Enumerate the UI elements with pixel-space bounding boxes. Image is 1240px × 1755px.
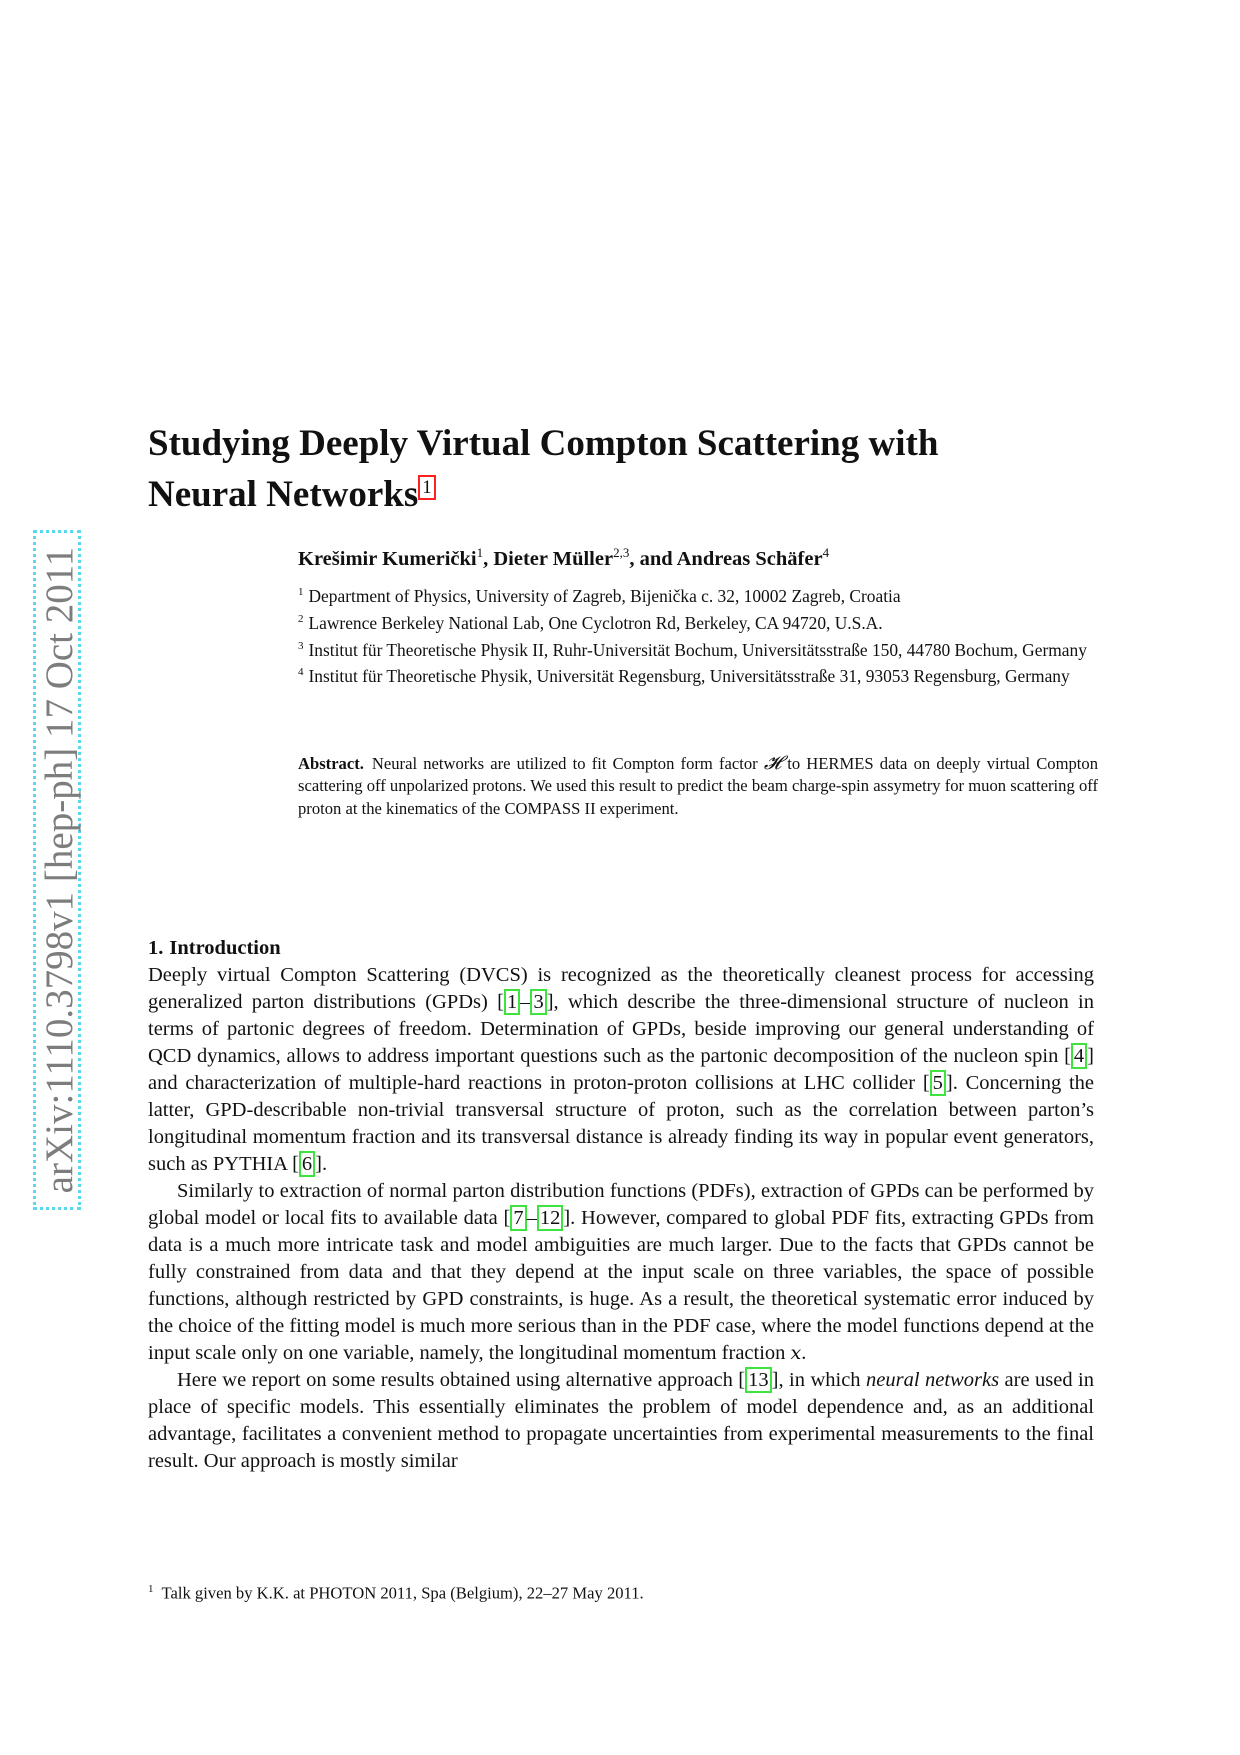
- author-separator: ,: [483, 547, 494, 570]
- author-separator: , and: [629, 547, 677, 570]
- citation-link[interactable]: 4: [1071, 1043, 1087, 1069]
- footnote-text: Talk given by K.K. at PHOTON 2011, Spa (Belgium), 22–27 May 2011.: [161, 1583, 644, 1603]
- title-footnote-link[interactable]: 1: [418, 475, 436, 500]
- paragraph-text: are used in place of specific models. This essentially eliminates the problem of model dependence and, as an additional advantage, facilitates a convenient method to propagate uncertainties from experimental measurements to the final result. Our approach is mostly similar: [148, 1369, 1094, 1472]
- affiliation-mark: 1: [298, 586, 304, 598]
- citation-link[interactable]: 7: [510, 1205, 526, 1231]
- author-affiliation-mark: 4: [822, 545, 830, 560]
- author-name: Dieter Müller: [493, 547, 614, 570]
- math-variable: x: [790, 1342, 802, 1364]
- title-line-1: Studying Deeply Virtual Compton Scattering with: [148, 423, 939, 464]
- title-line-2-text: Neural Networks: [148, 474, 419, 515]
- affiliation-item: [298, 581, 1128, 608]
- paragraph-text: and characterization of multiple-hard reactions in proton-proton collisions at LHC collider: [148, 1072, 923, 1094]
- footnote-mark: 1: [148, 1583, 154, 1595]
- abstract: [298, 752, 1098, 820]
- citation-link[interactable]: 3: [530, 989, 546, 1015]
- arxiv-identifier-stamp[interactable]: arXiv:1110.3798v1 [hep-ph] 17 Oct 2011: [33, 530, 81, 1210]
- citation-link[interactable]: 12: [537, 1205, 564, 1231]
- paragraph-text: .: [321, 1153, 328, 1175]
- affiliation-mark: 3: [298, 639, 304, 652]
- compton-form-factor-symbol: 𝓗: [763, 752, 782, 774]
- citation-range-dash: –: [526, 1207, 537, 1229]
- citation-link[interactable]: 1: [504, 989, 520, 1015]
- footnote: [148, 1578, 1094, 1605]
- affiliation-mark: 2: [298, 612, 304, 625]
- paper-title: [148, 418, 1108, 520]
- author-list: [298, 545, 1118, 571]
- paragraph-text: Deeply virtual Compton Scattering (DVCS) is recognized as the theoretically cleanest process for accessing generalized parton distributions (GPDs): [148, 964, 1094, 1013]
- affiliation-mark: 4: [298, 666, 304, 679]
- affiliation-text: Department of Physics, University of Zagreb, Bijenička c. 32, 10002 Zagreb, Croatia: [308, 585, 901, 606]
- emphasized-text: neural networks: [866, 1369, 1000, 1391]
- author-affiliation-mark: 2,3: [613, 545, 630, 560]
- paragraph: Similarly to extraction of normal parton distribution functions (PDFs), extraction of GPDs can be performed by global model or local fits to available data [ 7 – 12 ]. However, compared to global PDF fits, extracting GPDs from data is a much more intricate task and model ambiguities are much larger. Due to the facts that GPDs cannot be fully constrained from data and that they depend at the input scale on three variables, the space of possible functions, although restricted by GPD constraints, is huge. As a result, the theoretical systematic error induced by the choice of the fitting model is much more serious than in the PDF case, where the model functions depend at the input scale only on one variable, namely, the longitudinal momentum fraction x.: [148, 1180, 1094, 1364]
- section-heading: [148, 935, 281, 961]
- paragraph: Deeply virtual Compton Scattering (DVCS) is recognized as the theoretically cleanest process for accessing generalized parton distributions (GPDs) [ 1 – 3 ], which describe the three-dimensional structure of nucleon in terms of partonic degrees of freedom. Determination of GPDs, beside improving our general understanding of QCD dynamics, allows to address important questions such as the partonic decomposition of the nucleon spin [ 4 ] and characterization of multiple-hard reactions in proton-proton collisions at LHC collider [ 5 ]. Concerning the latter, GPD-describable non-trivial transversal structure of proton, such as the correlation between parton’s longitudinal momentum fraction and its transversal distance is already finding its way in popular event generators, such as PYTHIA [ 6 ].: [148, 964, 1094, 1175]
- citation-link[interactable]: 6: [299, 1151, 315, 1177]
- paragraph-text: . Concerning the latter, GPD-describable non-trivial transversal structure of proton, such as the correlation between parton’s longitudinal momentum fraction and its transversal distance is already finding its way in popular event generators, such as PYTHIA: [148, 1072, 1094, 1175]
- section-number: 1.: [148, 937, 164, 959]
- paragraph-text: .: [801, 1342, 807, 1364]
- paragraph-text: , in which: [778, 1369, 867, 1391]
- author-affiliation-mark: 1: [476, 545, 484, 560]
- abstract-label: Abstract.: [298, 754, 364, 773]
- section-title: Introduction: [169, 937, 281, 959]
- paragraph-text: . However, compared to global PDF fits, extracting GPDs from data is a much more intricate task and model ambiguities are much larger. Due to the facts that GPDs cannot be fully constrained from data and that they depend at the input scale on three variables, the space of possible functions, although restricted by GPD constraints, is huge. As a result, the theoretical systematic error induced by the choice of the fitting model is much more serious than in the PDF case, where the model functions depend at the input scale only on one variable, namely, the longitudinal momentum fraction: [148, 1207, 1094, 1364]
- paragraph: Here we report on some results obtained using alternative approach [ 13 ], in which neural networks are used in place of specific models. This essentially eliminates the problem of model dependence and, as an additional advantage, facilitates a convenient method to propagate uncertainties from experimental measurements to the final result. Our approach is mostly similar: [148, 1369, 1094, 1472]
- affiliation-item: [298, 661, 1128, 688]
- affiliation-item: [298, 635, 1128, 662]
- citation-link[interactable]: 5: [930, 1070, 946, 1096]
- author-name: Krešimir Kumerički: [298, 547, 477, 570]
- paragraph-text: Similarly to extraction of normal parton distribution functions (PDFs), extraction of GPDs can be performed by global model or local fits to available data: [148, 1180, 1094, 1229]
- affiliations: [298, 581, 1128, 688]
- title-line-2: [148, 469, 1108, 520]
- affiliation-text: Institut für Theoretische Physik, Universität Regensburg, Universitätsstraße 31, 93053 Regensburg, Germany: [308, 666, 1070, 687]
- citation-range-dash: –: [520, 991, 531, 1013]
- affiliation-item: [298, 608, 1128, 635]
- author-name: Andreas Schäfer: [676, 547, 823, 570]
- section-body: [148, 962, 1094, 1475]
- abstract-text: Neural networks are utilized to fit Compton form factor: [371, 754, 758, 773]
- affiliation-text: Lawrence Berkeley National Lab, One Cyclotron Rd, Berkeley, CA 94720, U.S.A.: [308, 612, 883, 633]
- citation-link[interactable]: 13: [745, 1367, 772, 1393]
- paragraph-text: Here we report on some results obtained using alternative approach: [177, 1369, 739, 1391]
- paragraph-text: , which describe the three-dimensional structure of nucleon in terms of partonic degrees of freedom. Determination of GPDs, beside improving our general understanding of QCD dynamics, allows to address important questions such as the partonic decomposition of the nucleon spin: [148, 991, 1094, 1067]
- affiliation-text: Institut für Theoretische Physik II, Ruhr-Universität Bochum, Universitätsstraße 150, 44780 Bochum, Germany: [308, 639, 1087, 660]
- abstract-text: to HERMES data on deeply virtual Compton scattering off unpolarized protons. We used this result to predict the beam charge-spin assymetry for muon scattering off proton at the kinematics of the COMPASS II experiment.: [298, 754, 1099, 818]
